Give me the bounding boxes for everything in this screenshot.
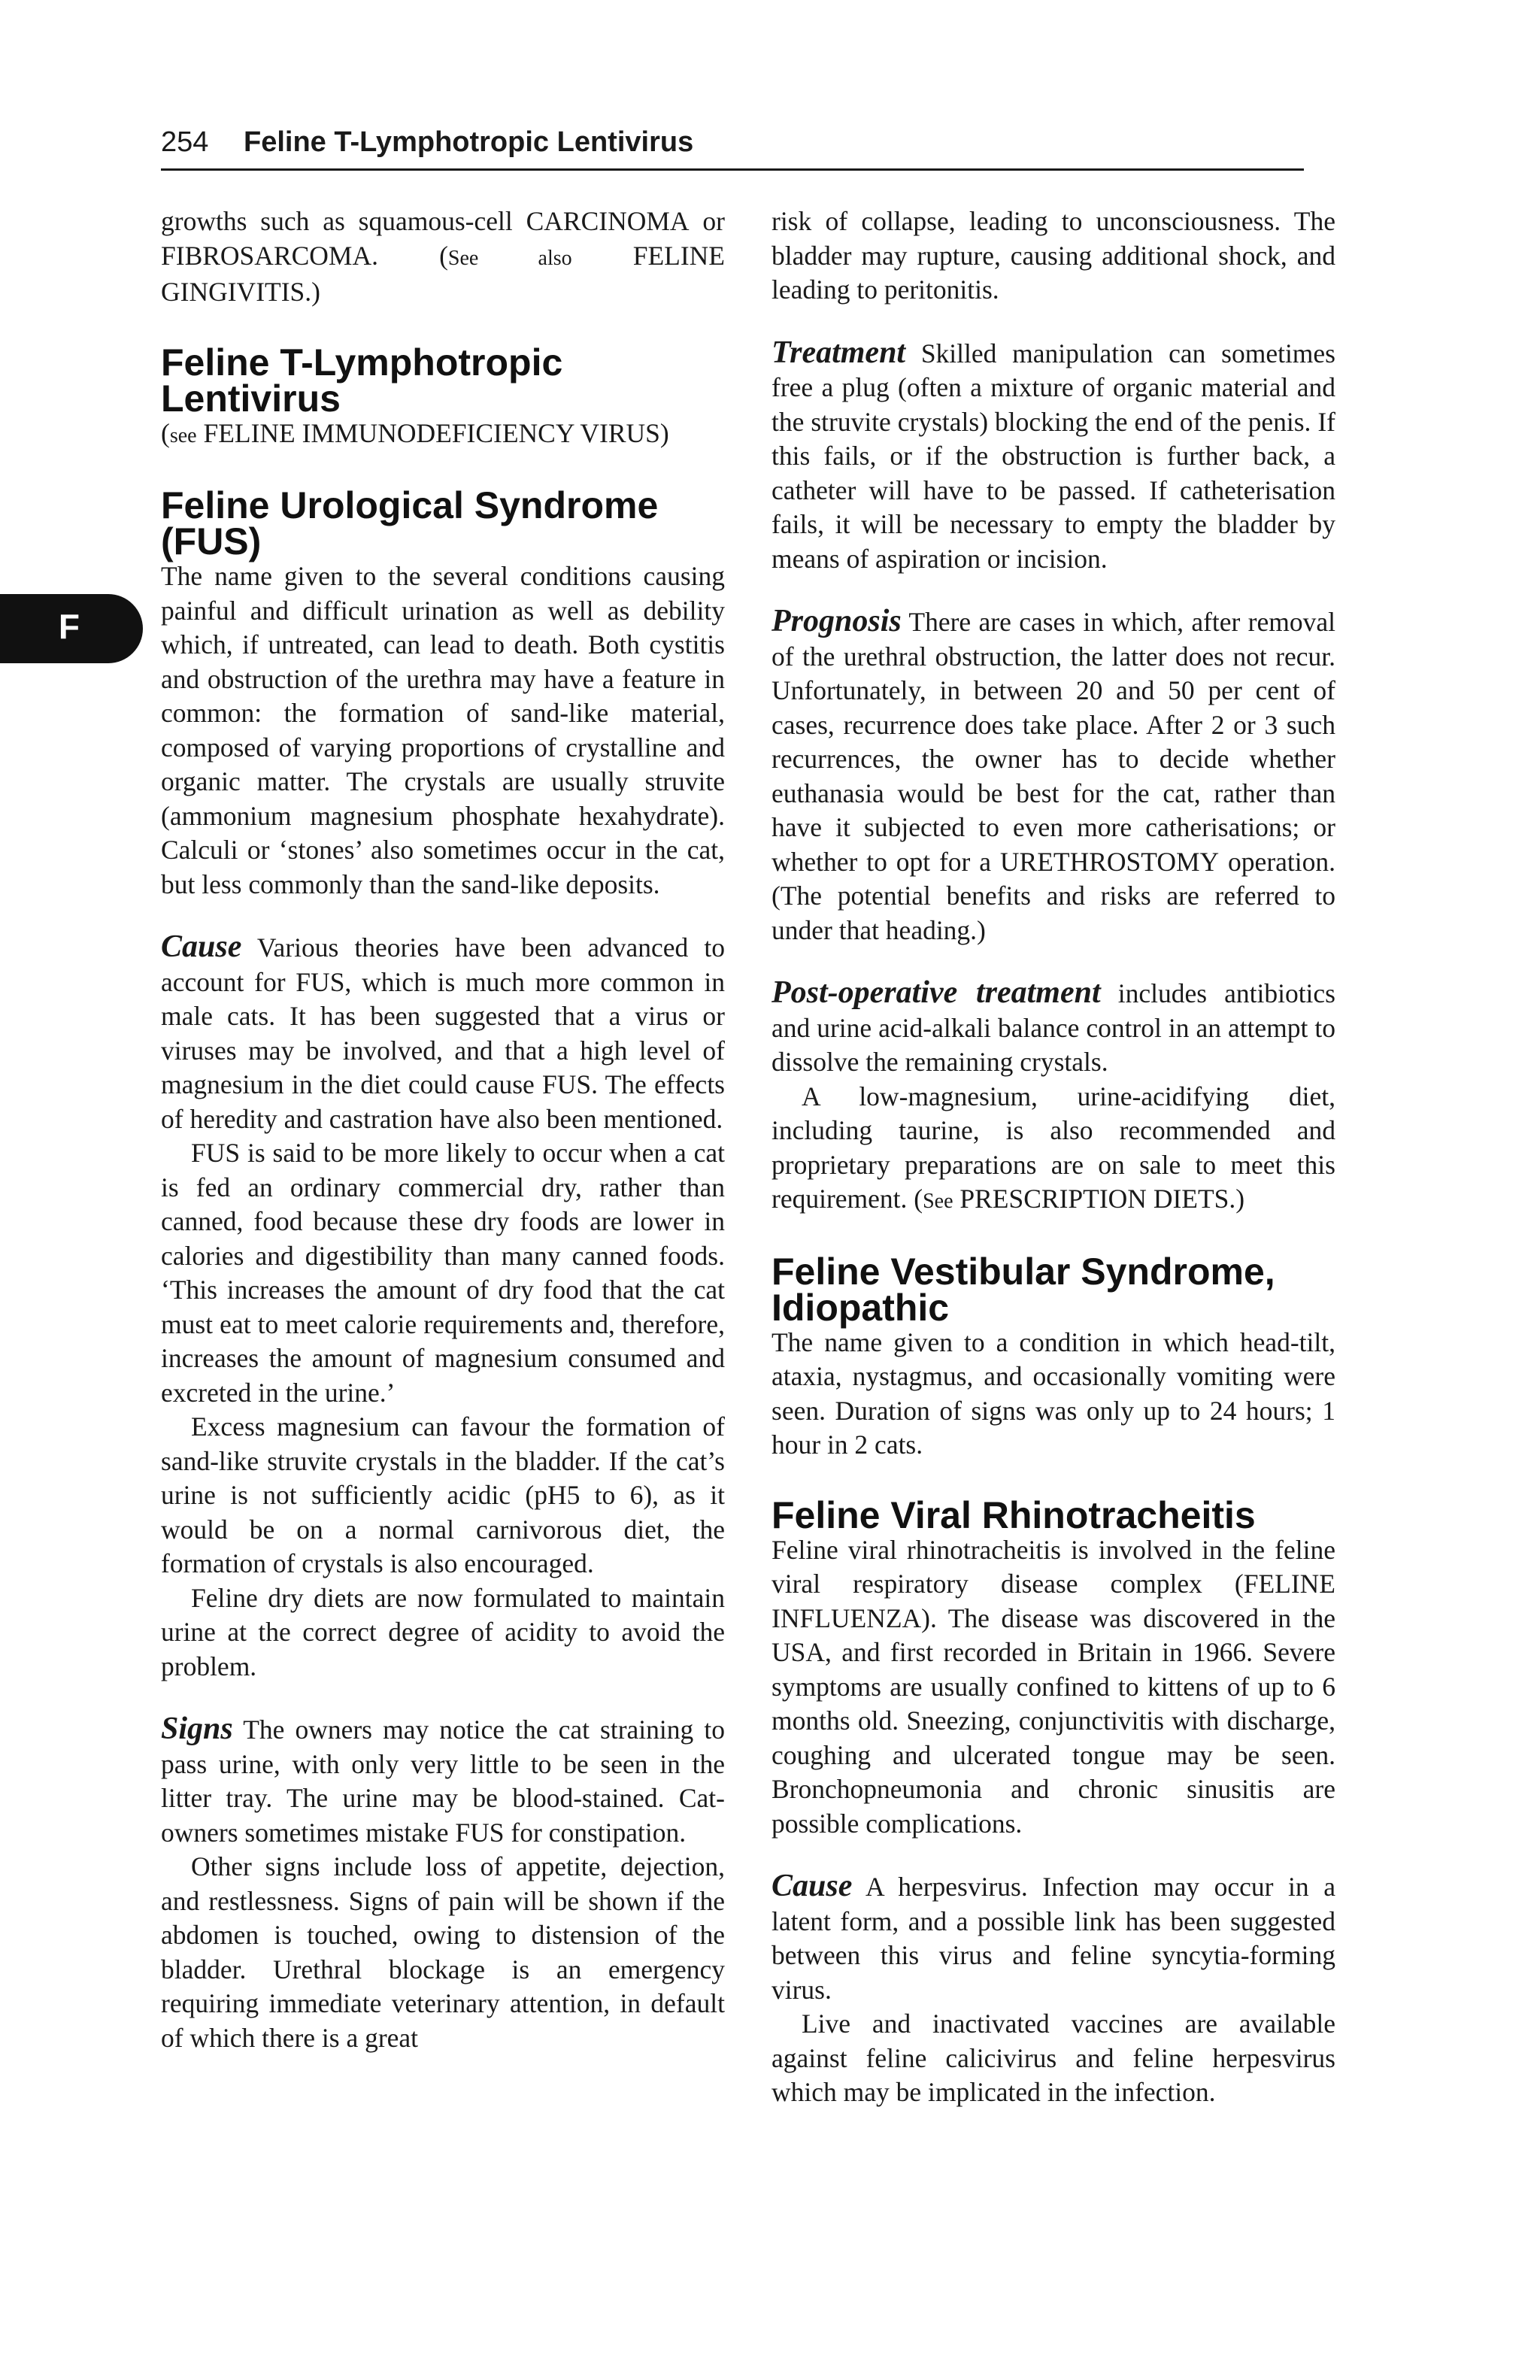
treatment-run-in-label: Treatment bbox=[772, 335, 906, 370]
rhino-cause-paragraph: Cause A herpesvirus. Infection may occur in a latent form, and a possible link has been suggested between this virus and feline syncytia-forming virus. bbox=[772, 1869, 1335, 2005]
treatment-paragraph: Treatment Skilled manipulation can sometimes free a plug (often a mixture of organic material and the struvite crystals) blocking the end of the penis. If this fails, or if the obstruction is further back, a catheter will have to be passed. If catheterisation fails, it will be necessary to empty the bladder by means of aspiration or incision. bbox=[772, 335, 1335, 574]
continued-paragraph: growths such as squamous-cell CARCINOMA or FIBROSARCOMA. (See also FELINE GINGIVITIS.) bbox=[161, 206, 726, 307]
running-title: Feline T-Lymphotropic Lentivirus bbox=[244, 126, 694, 158]
running-head bbox=[161, 126, 1304, 171]
fus-cause-paragraph: Cause Various theories have been advanced to account for FUS, which is much more common in male cats. It has been suggested that a virus or viruses may be involved, and that a high level of magnesium in the diet could cause FUS. The effects of heredity and castration have also been mentioned. bbox=[161, 929, 725, 1134]
heading-rhinotracheitis: Feline Viral Rhinotracheitis bbox=[772, 1493, 1256, 1536]
thumb-tab-letter: F bbox=[58, 607, 80, 646]
fus-intro-paragraph: The name given to the several conditions causing painful and difficult urination as well as debility which, if untreated, can lead to death. Both cystitis and obstruction of the urethra may have a feature in common: the formation of sand-like material, composed of varying proportions of crystalline and organic matter. The crystals are usually struvite (ammonium magnesium phosphate hexahydrate). Calculi or ‘stones’ also sometimes occur in the cat, but less commonly than the sand-like deposits. bbox=[161, 561, 725, 899]
postop-run-in-label: Post-operative treatment bbox=[772, 975, 1101, 1010]
signs-run-in-label: Signs bbox=[161, 1711, 233, 1746]
rhino-intro-paragraph: Feline viral rhinotracheitis is involved in the feline viral respiratory disease complex (FELINE INFLUENZA). The disease was discovered in the USA, and first recorded in Britain in 1966. Severe symptoms are usually confined to kittens of up to 6 months old. Sneezing, conjunctivitis with discharge, coughing and ulcerated tongue may be seen. Bronchopneumonia and chronic sinusitis are possible complications. bbox=[772, 1534, 1335, 1839]
heading-lentivirus: Feline T-Lymphotropic Lentivirus bbox=[161, 341, 563, 420]
right-column bbox=[772, 205, 1335, 2110]
diet-paragraph: A low-magnesium, urine-acidifying diet, including taurine, is also recommended and proprietary preparations are on sale to meet this requirement. (See PRESCRIPTION DIETS.) bbox=[772, 1081, 1335, 1214]
cause-run-in-label-right: Cause bbox=[772, 1869, 853, 1903]
fus-signs-paragraph: Signs The owners may notice the cat straining to pass urine, with only very little to be seen in the litter tray. The urine may be blood-stained. Cat-owners sometimes mistake FUS for constipation. bbox=[161, 1711, 725, 1848]
vestibular-paragraph: The name given to a condition in which head-tilt, ataxia, nystagmus, and occasionally vomiting were seen. Duration of signs was only up to 24 hours; 1 hour in 2 cats. bbox=[772, 1326, 1335, 1460]
continued-paragraph-right: risk of collapse, leading to unconsciousness. The bladder may rupture, causing additional shock, and leading to peritonitis. bbox=[772, 206, 1335, 305]
fus-formulation-paragraph: Feline dry diets are now formulated to maintain urine at the correct degree of acidity to avoid the problem. bbox=[161, 1582, 725, 1681]
fus-diet-paragraph: FUS is said to be more likely to occur when a cat is fed an ordinary commercial dry, rather than canned, food because these dry foods are lower in calories and digestibility than many canned foods. ‘This increases the amount of dry food that the cat must eat to meet calorie requirements and, therefore, increases the amount of magnesium consumed and excreted in the urine.’ bbox=[161, 1138, 725, 1408]
left-column bbox=[161, 205, 725, 2055]
prognosis-run-in-label: Prognosis bbox=[772, 604, 902, 638]
page-number: 254 bbox=[161, 126, 209, 158]
cause-run-in-label: Cause bbox=[161, 929, 242, 964]
fus-other-signs-paragraph: Other signs include loss of appetite, dejection, and restlessness. Signs of pain will be shown if the abdomen is touched, owing to distension of the bladder. Urethral blockage is an emergency requiring immediate veterinary attention, in default of which there is a great bbox=[161, 1851, 725, 2053]
vaccine-paragraph: Live and inactivated vaccines are available against feline calicivirus and feline herpesvirus which may be implicated in the infection. bbox=[772, 2009, 1335, 2107]
postop-paragraph: Post-operative treatment includes antibiotics and urine acid-alkali balance control in an attempt to dissolve the remaining crystals. bbox=[772, 975, 1335, 1077]
heading-fus: Feline Urological Syndrome (FUS) bbox=[161, 484, 659, 562]
fus-magnesium-paragraph: Excess magnesium can favour the formation of sand-like struvite crystals in the bladder. If the cat’s urine is not sufficiently acidic (pH5 to 6), as it would be on a normal carnivorous diet, the formation of crystals is also encouraged. bbox=[161, 1411, 725, 1578]
section-thumb-tab bbox=[0, 594, 143, 663]
prognosis-paragraph: Prognosis There are cases in which, after removal of the urethral obstruction, the latter does not recur. Unfortunately, in between 20 and 50 per cent of cases, recurrence does take place. After 2 or 3 such recurrences, the owner has to decide whether euthanasia would be best for the cat, rather than have it subjected to even more catherisations; or whether to opt for a URETHROSTOMY operation. (The potential benefits and risks are referred to under that heading.) bbox=[772, 604, 1335, 945]
heading-vestibular: Feline Vestibular Syndrome, Idiopathic bbox=[772, 1250, 1275, 1329]
lentivirus-crossref: (see FELINE IMMUNODEFICIENCY VIRUS) bbox=[161, 417, 669, 448]
